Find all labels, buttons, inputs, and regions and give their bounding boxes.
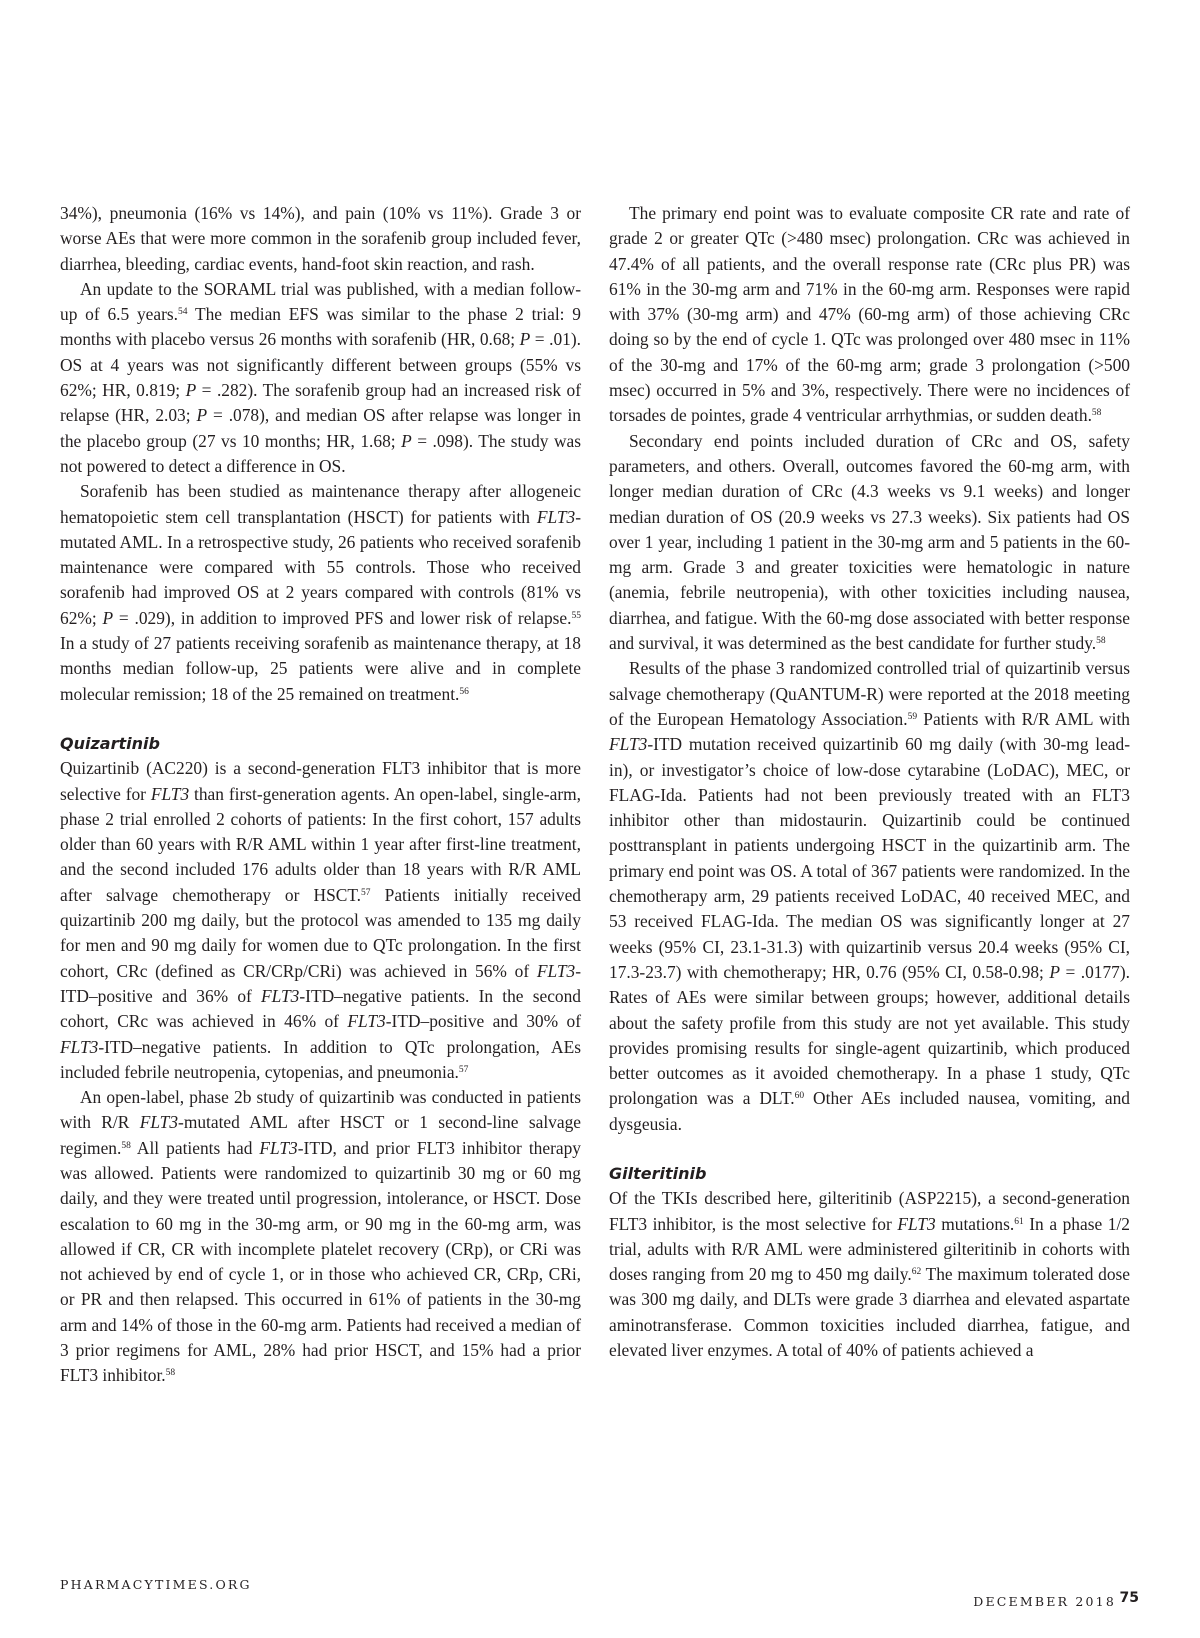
- section-heading-quizartinib: Quizartinib: [60, 733, 160, 753]
- citation-reference: 58: [1096, 636, 1106, 647]
- text-run: = .098). The study was not powered to detect a difference in OS.: [60, 430, 581, 476]
- italic-text: FLT3: [609, 734, 648, 755]
- text-run: Patients with R/R AML with: [917, 708, 1130, 729]
- text-run: The median EFS was similar to the phase 2 trial: 9 months with placebo versus 26 months with sorafenib (HR, 0.68;: [60, 304, 581, 350]
- italic-text: FLT3: [536, 506, 576, 527]
- text-run: = .078), and median OS after relapse was longer in the placebo group (27 vs 10 months; HR, 1.68;: [60, 405, 581, 451]
- text-run: -mutated AML after HSCT or 1 second-line salvage regimen.: [60, 1112, 581, 1158]
- italic-text: P: [185, 380, 197, 401]
- citation-reference: 62: [911, 1267, 922, 1278]
- paragraph: [609, 201, 1130, 429]
- paragraph: [60, 756, 581, 1085]
- citation-reference: 60: [794, 1091, 805, 1102]
- paragraph: [60, 201, 581, 277]
- citation-reference: 55: [571, 610, 581, 621]
- paragraph: [609, 656, 1130, 1137]
- italic-text: P: [102, 607, 114, 628]
- citation-reference: 57: [458, 1064, 469, 1075]
- paragraph: [60, 1085, 581, 1389]
- text-run: All patients had: [130, 1137, 260, 1158]
- page-number: 75: [1119, 1590, 1139, 1606]
- text-run: Secondary end points included duration of CRc and OS, safety parameters, and others. Overall, outcomes favored the 60-mg arm, with longer median duration of CRc (4.3 weeks vs 9.1 weeks) and longer median duration of OS (20.9 weeks vs 27.3 weeks). Six patients had OS over 1 year, including 1 patient in the 30-mg arm and 5 patients in the 60-mg arm. Grade 3 and greater toxicities were hematologic in nature (anemia, febrile neutropenia), with other toxicities including nausea, diarrhea, and fatigue. With the 60-mg dose associated with better response and survival, it was determined as the best candidate for further study.: [609, 430, 1130, 654]
- italic-text: P: [196, 405, 208, 426]
- paragraph: [609, 1186, 1130, 1363]
- italic-text: P: [401, 430, 412, 451]
- text-run: -ITD–positive and 30% of: [385, 1011, 582, 1032]
- citation-reference: 57: [361, 887, 371, 898]
- text-run: -ITD–negative patients. In the second cohort, CRc was achieved in 46% of: [60, 985, 581, 1032]
- italic-text: FLT3: [261, 985, 300, 1006]
- citation-reference: 54: [178, 307, 188, 318]
- text-run: -mutated AML. In a retrospective study, 26 patients who received sorafenib maintenance were compared with 55 controls. Those who received sorafenib had improved OS at 2 years compared with controls (81% vs 62%;: [60, 506, 581, 628]
- text-run: In a study of 27 patients receiving sorafenib as maintenance therapy, at 18 months median follow-up, 25 patients were alive and in complete molecular remission; 18 of the 25 remained on treatment.: [60, 633, 581, 704]
- text-run: Of the TKIs described here, gilteritinib (ASP2215), a second-generation FLT3 inhibitor, is the most selective for: [609, 1188, 1130, 1234]
- italic-text: P: [1049, 961, 1060, 982]
- paragraph: [60, 277, 581, 479]
- text-run: In a phase 1/2 trial, adults with R/R AML were administered gilteritinib in cohorts with doses ranging from 20 mg to 450 mg daily.: [609, 1213, 1130, 1285]
- text-run: mutations.: [935, 1213, 1015, 1234]
- text-run: -ITD–negative patients. In addition to QTc prolongation, AEs included febrile neutropenia, cytopenias, and pneumonia.: [60, 1036, 581, 1082]
- paragraph: [609, 429, 1130, 657]
- citation-reference: 61: [1014, 1216, 1024, 1227]
- text-run: An update to the SORAML trial was published, with a median follow-up of 6.5 years.: [60, 278, 581, 325]
- text-run: -ITD–positive and 36% of: [60, 960, 581, 1006]
- text-run: Sorafenib has been studied as maintenance therapy after allogeneic hematopoietic stem cell transplantation (HSCT) for patients with: [60, 481, 581, 527]
- paragraph: [60, 479, 581, 707]
- text-run: = .029), in addition to improved PFS and lower risk of relapse.: [113, 607, 572, 628]
- italic-text: FLT3: [139, 1112, 179, 1133]
- italic-text: FLT3: [897, 1213, 936, 1234]
- citation-reference: 58: [1091, 408, 1102, 419]
- italic-text: FLT3: [259, 1137, 298, 1158]
- citation-reference: 56: [459, 686, 469, 697]
- text-run: The primary end point was to evaluate composite CR rate and rate of grade 2 or greater QTc (>480 msec) prolongation. CRc was achieved in 47.4% of all patients, and the overall response rate (CRc plus PR) was 61% in the 30-mg arm and 71% in the 60-mg arm. Responses were rapid with 37% (30-mg arm) and 47% (60-mg arm) of those achieving CRc doing so by the end of cycle 1. QTc was prolonged over 480 msec in 11% of the 30-mg and 17% of the 60-mg arm; grade 3 prolongation (>500 msec) occurred in 5% and 3%, respectively. There were no incidences of torsades de pointes, grade 4 ventricular arrhythmias, or sudden death.: [609, 203, 1130, 426]
- footer-issue: DECEMBER 2018: [973, 1594, 1116, 1609]
- text-run: An open-label, phase 2b study of quizartinib was conducted in patients with R/R: [60, 1087, 581, 1133]
- text-run: = .0177). Rates of AEs were similar between groups; however, additional details about the safety profile from this study are not yet available. This study provides promising results for single-agent quizartinib, which produced better outcomes as it avoided chemotherapy. In a phase 1 study, QTc prolongation was a DLT.: [609, 961, 1130, 1109]
- citation-reference: 58: [165, 1368, 176, 1379]
- text-run: = .01). OS at 4 years was not significantly different between groups (55% vs 62%; HR, 0.819;: [60, 329, 581, 401]
- text-run: Other AEs included nausea, vomiting, and dysgeusia.: [609, 1088, 1130, 1134]
- text-run: Results of the phase 3 randomized controlled trial of quizartinib versus salvage chemotherapy (QuANTUM-R) were reported at the 2018 meeting of the European Hematology Association.: [609, 658, 1130, 729]
- footer-site: PHARMACYTIMES.ORG: [60, 1577, 252, 1592]
- text-run: -ITD, and prior FLT3 inhibitor therapy was allowed. Patients were randomized to quizartinib 30 mg or 60 mg daily, and they were treated until progression, intolerance, or HSCT. Dose escalation to 60 mg in the 30-mg arm, or 90 mg in the 60-mg arm, was allowed if CR, CR with incomplete platelet recovery (CRp), or CRi was not achieved by end of cycle 1, or in those who achieved CR, CRp, CRi, or PR and then relapsed. This occurred in 61% of patients in the 30-mg arm and 14% of those in the 60-mg arm. Patients had received a median of 3 prior regimens for AML, 28% had prior HSCT, and 15% had a prior FLT3 inhibitor.: [60, 1137, 581, 1386]
- right-column: [609, 201, 1130, 1363]
- citation-reference: 59: [907, 711, 918, 722]
- italic-text: FLT3: [536, 960, 576, 981]
- italic-text: FLT3: [150, 783, 190, 804]
- left-column: [60, 201, 581, 1389]
- text-run: = .282). The sorafenib group had an increased risk of relapse (HR, 2.03;: [60, 380, 581, 426]
- text-run: -ITD mutation received quizartinib 60 mg daily (with 30-mg lead-in), or investigator’s choice of low-dose cytarabine (LoDAC), MEC, or FLAG-Ida. Patients had not been previously treated with an FLT3 inhibitor other than midostaurin. Quizartinib could be continued posttransplant in patients undergoing HSCT in the quizartinib arm. The primary end point was OS. A total of 367 patients were randomized. In the chemotherapy arm, 29 patients received LoDAC, 40 received MEC, and 53 received FLAG-Ida. The median OS was significantly longer at 27 weeks (95% CI, 23.1-31.3) with quizartinib versus 20.4 weeks (95% CI, 17.3-23.7) with chemotherapy; HR, 0.76 (95% CI, 0.58-0.98;: [609, 734, 1130, 982]
- text-run: The maximum tolerated dose was 300 mg daily, and DLTs were grade 3 diarrhea and elevated aspartate aminotransferase. Common toxicities included diarrhea, fatigue, and elevated liver enzymes. A total of 40% of patients achieved a: [609, 1264, 1130, 1361]
- italic-text: P: [519, 329, 531, 350]
- text-run: Quizartinib (AC220) is a second-generation FLT3 inhibitor that is more selective for: [60, 758, 581, 804]
- italic-text: FLT3: [347, 1011, 386, 1032]
- citation-reference: 58: [121, 1140, 131, 1151]
- italic-text: FLT3: [60, 1036, 99, 1057]
- text-run: 34%), pneumonia (16% vs 14%), and pain (10% vs 11%). Grade 3 or worse AEs that were more common in the sorafenib group included fever, diarrhea, bleeding, cardiac events, hand-foot skin reaction, and rash.: [60, 203, 581, 274]
- text-run: than first-generation agents. An open-label, single-arm, phase 2 trial enrolled 2 cohorts of patients: In the first cohort, 157 adults older than 60 years with R/R AML within 1 year after first-line treatment, and the second included 176 adults older than 18 years with R/R AML after salvage chemotherapy or HSCT.: [60, 783, 582, 905]
- text-run: Patients initially received quizartinib 200 mg daily, but the protocol was amended to 135 mg daily for men and 90 mg daily for women due to QTc prolongation. In the first cohort, CRc (defined as CR/CRp/CRi) was achieved in 56% of: [60, 884, 581, 981]
- section-heading-gilteritinib: Gilteritinib: [609, 1163, 707, 1183]
